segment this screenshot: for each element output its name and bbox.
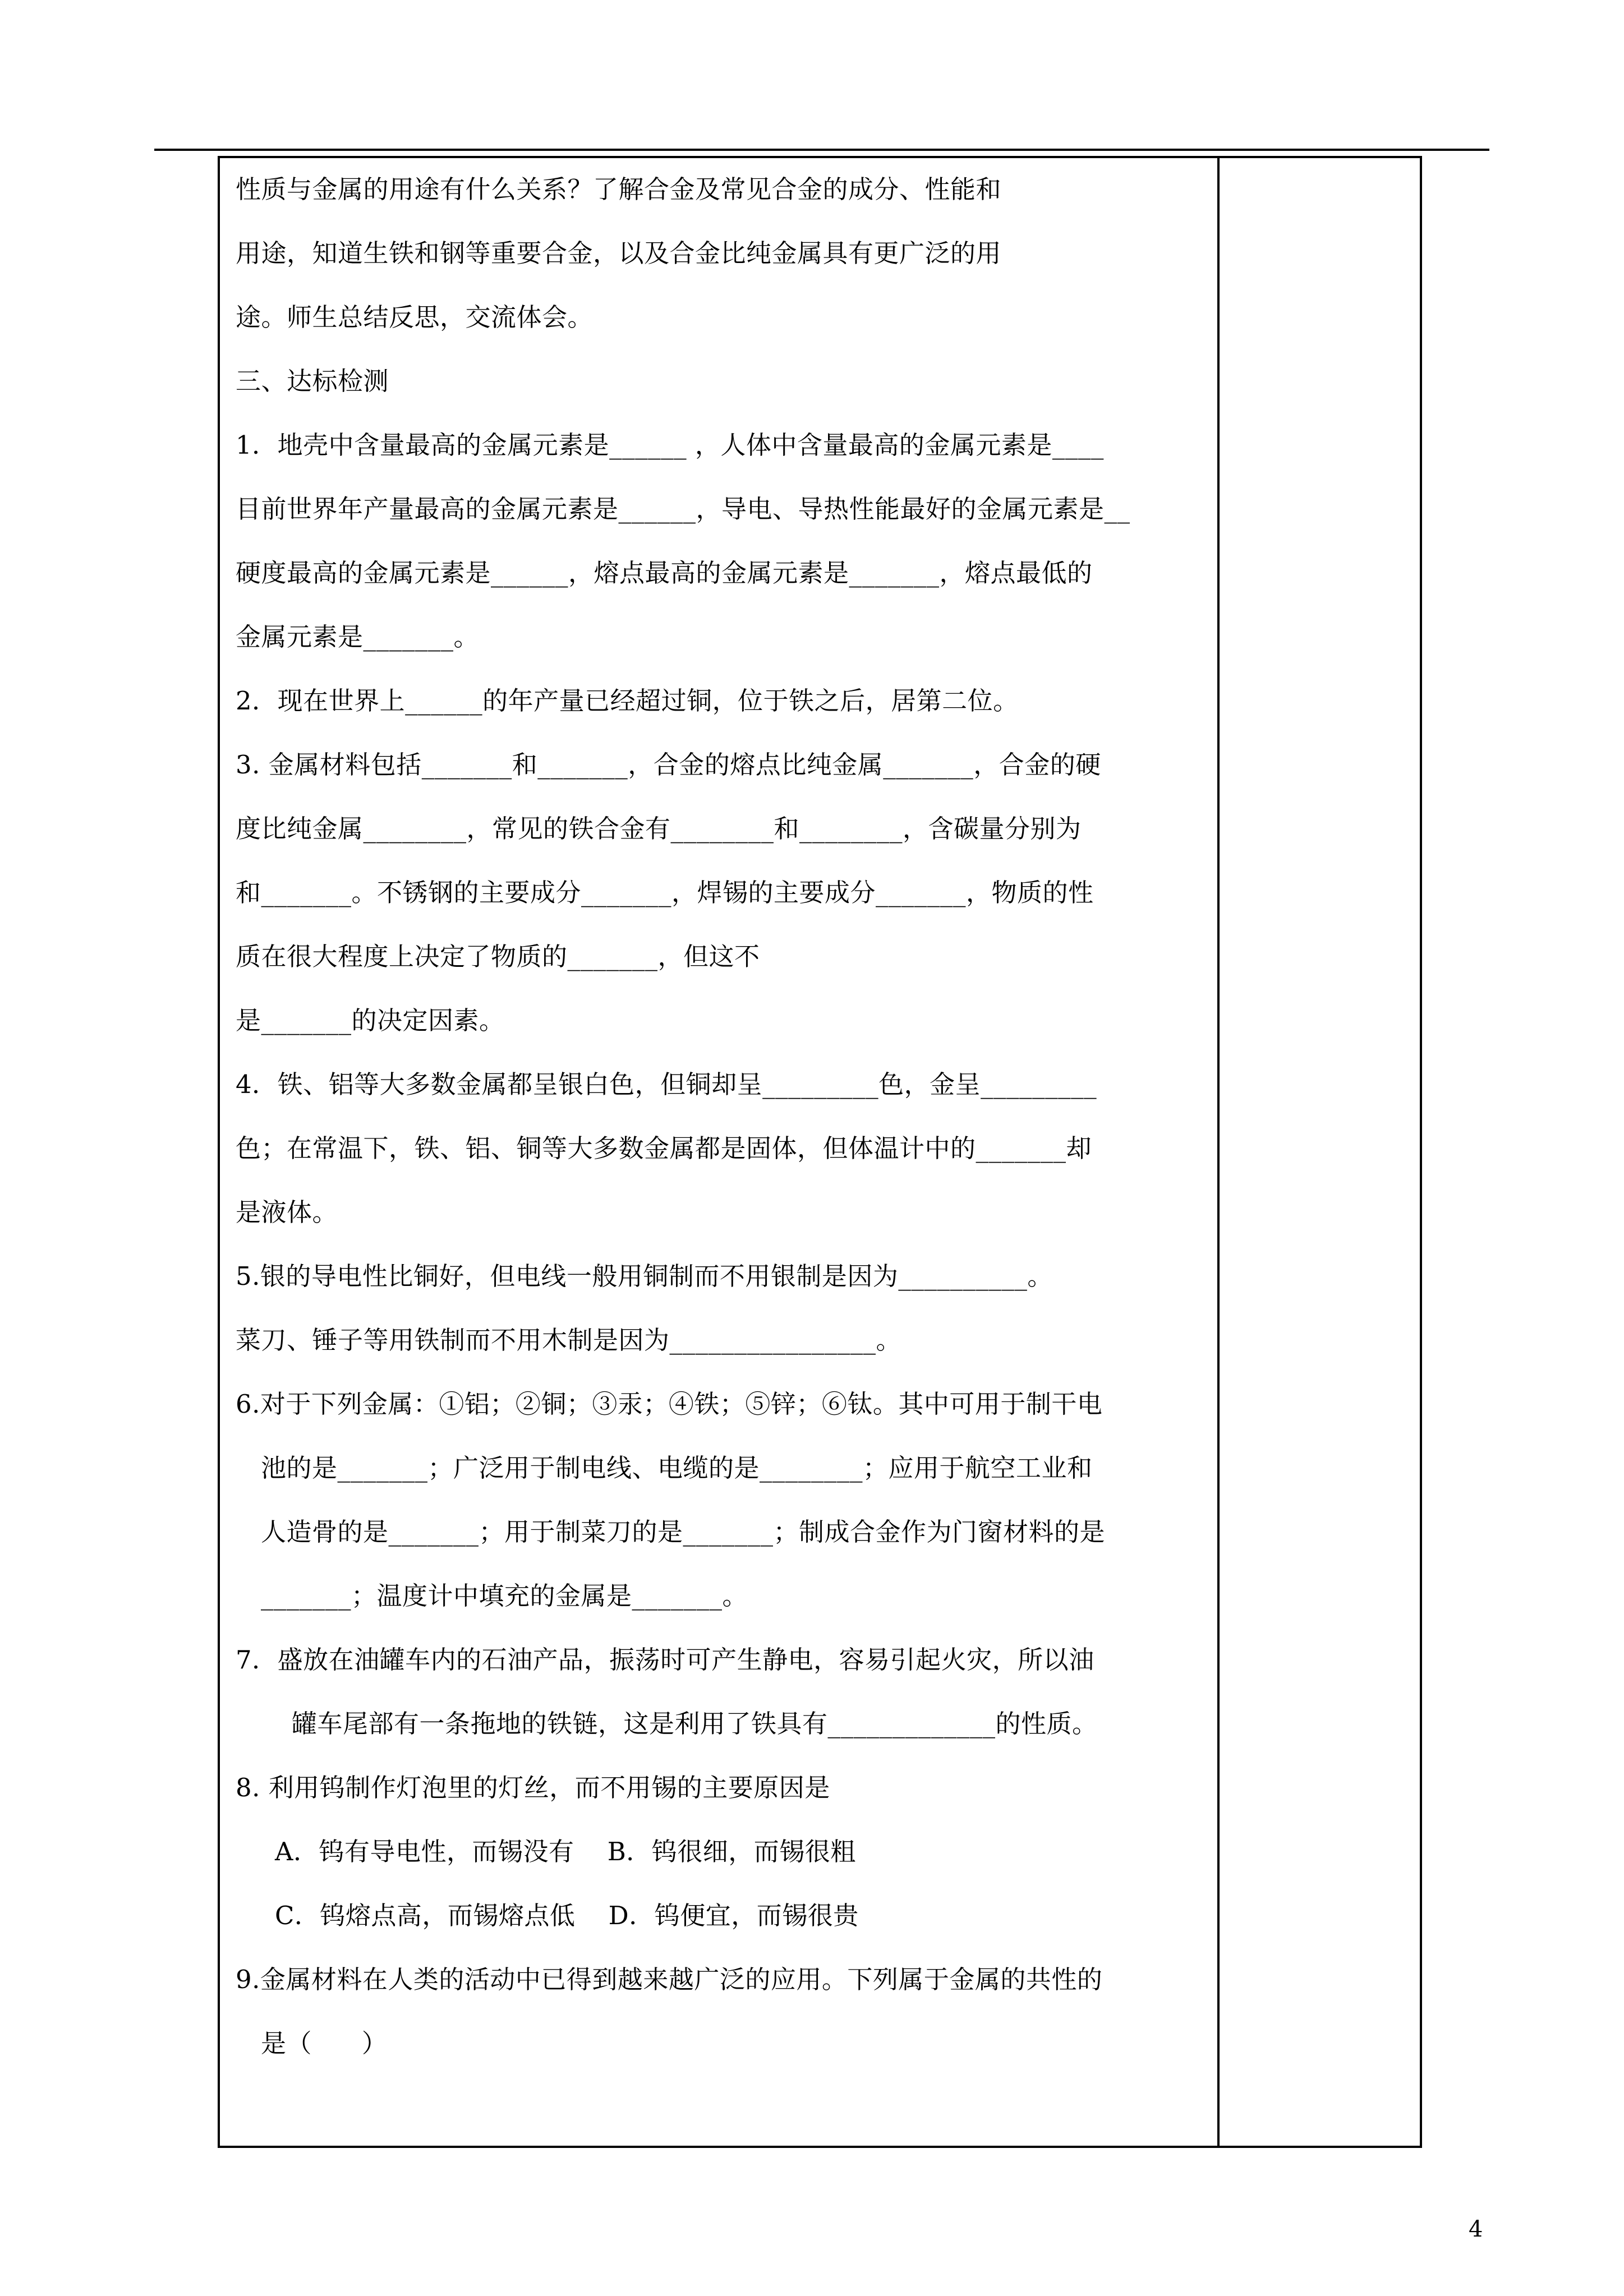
text-line: 1．地壳中含量最高的金属元素是______ ，人体中含量最高的金属元素是____ <box>236 430 1104 460</box>
text-line: 性质与金属的用途有什么关系？了解合金及常见合金的成分、性能和 <box>236 174 1002 204</box>
page-number: 4 <box>1469 2216 1483 2242</box>
table-column-divider <box>1217 156 1220 2148</box>
text-line: 度比纯金属________，常见的铁合金有________和________，含碳量分别为 <box>236 814 1082 843</box>
option-line: C．钨熔点高，而锡熔点低 D．钨便宜，而锡很贵 <box>275 1901 859 1930</box>
text-line: 池的是_______；广泛用于制电线、电缆的是________；应用于航空工业和 <box>261 1453 1093 1483</box>
text-line: 6.对于下列金属：①铝；②铜；③汞；④铁；⑤锌；⑥钛。其中可用于制干电 <box>236 1389 1103 1419</box>
text-line: 2．现在世界上______的年产量已经超过铜，位于铁之后，居第二位。 <box>236 686 1019 716</box>
text-line: 金属元素是_______。 <box>236 622 480 652</box>
text-line: 质在很大程度上决定了物质的_______，但这不 <box>236 942 760 971</box>
text-line: 途。师生总结反思，交流体会。 <box>236 302 594 332</box>
header-rule <box>154 149 1489 151</box>
text-line: 用途，知道生铁和钢等重要合金，以及合金比纯金属具有更广泛的用 <box>236 238 1002 268</box>
text-line: 色；在常温下，铁、铝、铜等大多数金属都是固体，但体温计中的_______却 <box>236 1133 1092 1163</box>
text-line: 和_______。不锈钢的主要成分_______，焊锡的主要成分_______，物质的性 <box>236 878 1094 907</box>
option-line: A．钨有导电性，而锡没有 B．钨很细，而锡很粗 <box>275 1837 856 1866</box>
text-line: 5.银的导电性比铜好，但电线一般用铜制而不用银制是因为__________。 <box>236 1261 1053 1291</box>
text-line: _______；温度计中填充的金属是_______。 <box>261 1581 748 1611</box>
text-line: 7．盛放在油罐车内的石油产品，振荡时可产生静电，容易引起火灾，所以油 <box>236 1645 1094 1675</box>
section-heading: 三、达标检测 <box>236 366 389 396</box>
text-line: 3. 金属材料包括_______和_______，合金的熔点比纯金属_______，合金的硬 <box>236 750 1101 780</box>
text-line: 是（ ） <box>261 2028 388 2058</box>
text-line: 4．铁、铝等大多数金属都呈银白色，但铜却呈_________色，金呈_________ <box>236 1069 1097 1099</box>
text-line: 人造骨的是_______；用于制菜刀的是_______；制成合金作为门窗材料的是 <box>261 1517 1106 1547</box>
text-line: 目前世界年产量最高的金属元素是______，导电、导热性能最好的金属元素是__ <box>236 494 1130 524</box>
text-line: 是_______的决定因素。 <box>236 1006 505 1035</box>
text-line: 硬度最高的金属元素是______，熔点最高的金属元素是_______，熔点最低的 <box>236 558 1093 588</box>
text-line: 是液体。 <box>236 1197 338 1227</box>
text-line: 罐车尾部有一条拖地的铁链，这是利用了铁具有_____________的性质。 <box>292 1709 1098 1739</box>
text-line: 9.金属材料在人类的活动中已得到越来越广泛的应用。下列属于金属的共性的 <box>236 1965 1103 1994</box>
text-line: 8. 利用钨制作灯泡里的灯丝，而不用锡的主要原因是 <box>236 1773 830 1802</box>
text-line: 菜刀、锤子等用铁制而不用木制是因为________________。 <box>236 1325 902 1355</box>
